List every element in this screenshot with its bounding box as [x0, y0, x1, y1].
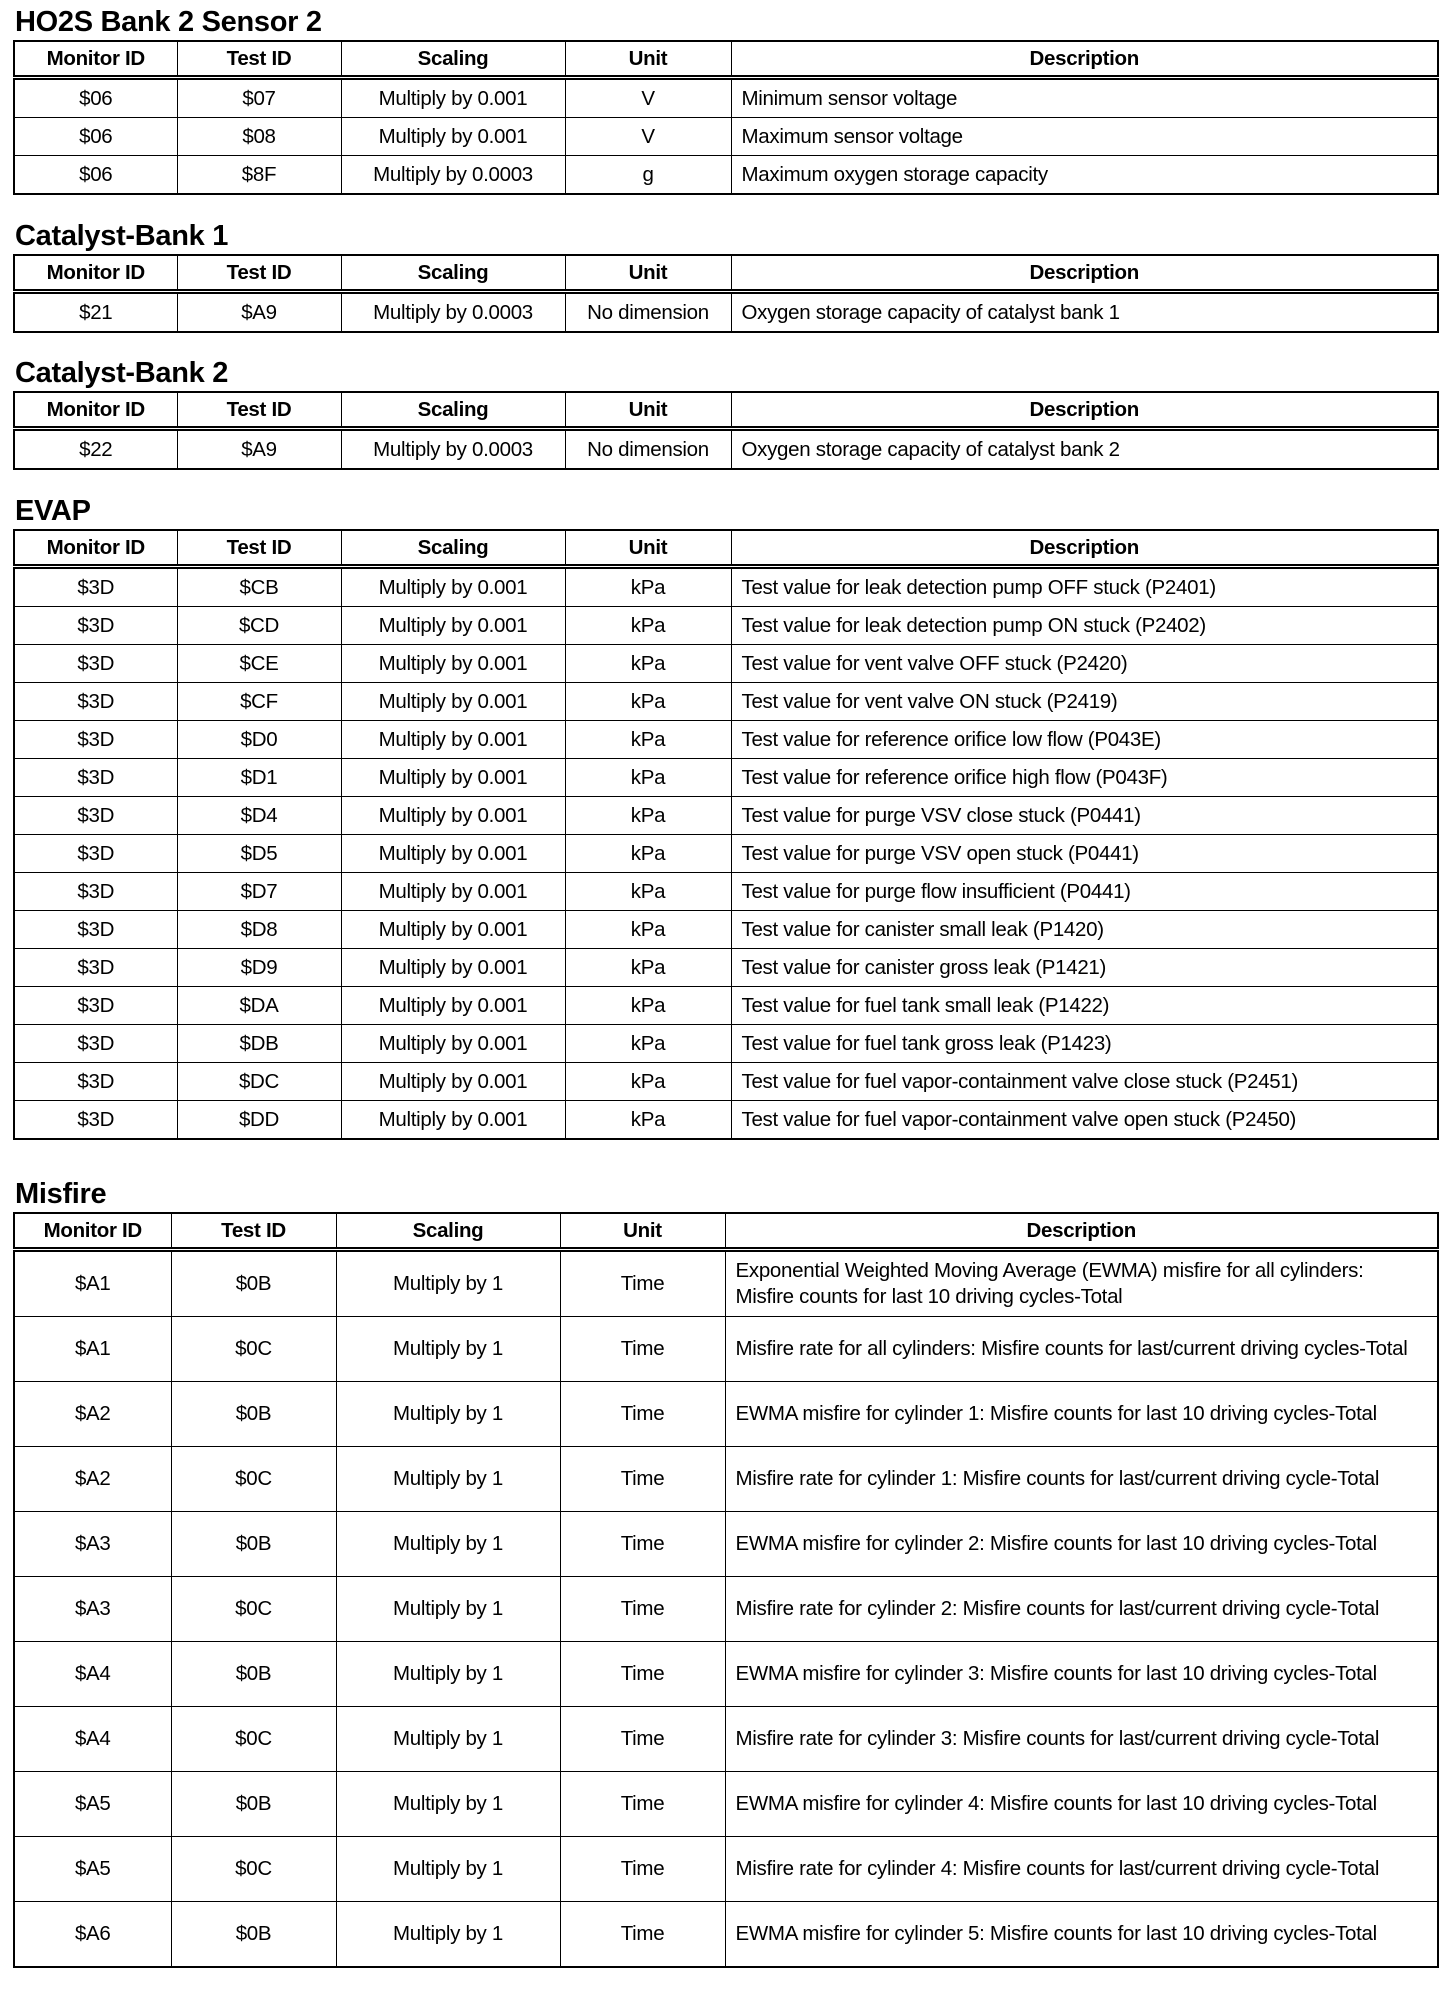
scaling-cell: Multiply by 0.001 — [341, 118, 565, 156]
column-header: Monitor ID — [14, 530, 177, 567]
description-cell: Test value for canister small leak (P1420) — [731, 911, 1438, 949]
column-header: Scaling — [341, 530, 565, 567]
description-cell: Misfire rate for cylinder 3: Misfire counts for last/current driving cycle-Total — [725, 1707, 1438, 1772]
monitor-id-cell: $3D — [14, 1025, 177, 1063]
data-table — [13, 1212, 1439, 1968]
column-header: Test ID — [171, 1213, 336, 1250]
table-row — [14, 156, 1438, 195]
unit-cell: Time — [560, 1317, 725, 1382]
scaling-cell: Multiply by 1 — [336, 1902, 560, 1968]
column-header: Scaling — [341, 41, 565, 78]
scaling-cell: Multiply by 0.001 — [341, 949, 565, 987]
scaling-cell: Multiply by 1 — [336, 1250, 560, 1317]
table-row — [14, 721, 1438, 759]
test-id-cell: $CE — [177, 645, 341, 683]
data-table — [13, 529, 1439, 1140]
test-id-cell: $CB — [177, 567, 341, 607]
scaling-cell: Multiply by 1 — [336, 1382, 560, 1447]
column-header: Monitor ID — [14, 392, 177, 429]
unit-cell: kPa — [565, 607, 731, 645]
section-catalyst-bank-1 — [13, 218, 1437, 333]
monitor-id-cell: $A1 — [14, 1317, 171, 1382]
header-row — [14, 1213, 1438, 1250]
scaling-cell: Multiply by 0.001 — [341, 645, 565, 683]
test-id-cell: $D8 — [177, 911, 341, 949]
column-header: Unit — [565, 392, 731, 429]
table-row — [14, 1063, 1438, 1101]
table-row — [14, 1837, 1438, 1902]
header-row — [14, 255, 1438, 292]
column-header: Monitor ID — [14, 41, 177, 78]
column-header: Description — [731, 255, 1438, 292]
monitor-id-cell: $3D — [14, 567, 177, 607]
description-cell: Maximum sensor voltage — [731, 118, 1438, 156]
table-row — [14, 118, 1438, 156]
table-row — [14, 949, 1438, 987]
column-header: Description — [731, 392, 1438, 429]
monitor-id-cell: $A3 — [14, 1577, 171, 1642]
test-id-cell: $A9 — [177, 429, 341, 470]
unit-cell: kPa — [565, 949, 731, 987]
unit-cell: kPa — [565, 567, 731, 607]
column-header: Test ID — [177, 255, 341, 292]
column-header: Monitor ID — [14, 255, 177, 292]
test-id-cell: $D7 — [177, 873, 341, 911]
unit-cell: kPa — [565, 721, 731, 759]
header-row — [14, 392, 1438, 429]
table-row — [14, 1447, 1438, 1512]
monitor-id-cell: $3D — [14, 797, 177, 835]
test-id-cell: $CD — [177, 607, 341, 645]
scaling-cell: Multiply by 0.0003 — [341, 156, 565, 195]
column-header: Unit — [565, 255, 731, 292]
scaling-cell: Multiply by 0.001 — [341, 1101, 565, 1140]
scaling-cell: Multiply by 0.001 — [341, 873, 565, 911]
header-row — [14, 41, 1438, 78]
unit-cell: kPa — [565, 759, 731, 797]
table-row — [14, 1382, 1438, 1447]
section-evap — [13, 493, 1437, 1140]
description-cell: Oxygen storage capacity of catalyst bank 2 — [731, 429, 1438, 470]
monitor-id-cell: $A2 — [14, 1447, 171, 1512]
scaling-cell: Multiply by 0.001 — [341, 797, 565, 835]
description-cell: Exponential Weighted Moving Average (EWMA) misfire for all cylinders: Misfire counts for last 10 driving cycles-Total — [725, 1250, 1438, 1317]
monitor-id-cell: $3D — [14, 683, 177, 721]
test-id-cell: $08 — [177, 118, 341, 156]
monitor-id-cell: $A4 — [14, 1642, 171, 1707]
monitor-id-cell: $A3 — [14, 1512, 171, 1577]
column-header: Monitor ID — [14, 1213, 171, 1250]
description-cell: Test value for purge VSV close stuck (P0441) — [731, 797, 1438, 835]
monitor-id-cell: $A5 — [14, 1837, 171, 1902]
data-table — [13, 391, 1439, 470]
unit-cell: kPa — [565, 1063, 731, 1101]
description-cell: Misfire rate for all cylinders: Misfire counts for last/current driving cycles-Total — [725, 1317, 1438, 1382]
description-cell: Test value for fuel tank gross leak (P1423) — [731, 1025, 1438, 1063]
unit-cell: kPa — [565, 873, 731, 911]
section-catalyst-bank-2 — [13, 355, 1437, 470]
table-row — [14, 1772, 1438, 1837]
test-id-cell: $D0 — [177, 721, 341, 759]
table-row — [14, 1707, 1438, 1772]
monitor-id-cell: $3D — [14, 987, 177, 1025]
unit-cell: Time — [560, 1772, 725, 1837]
monitor-id-cell: $3D — [14, 873, 177, 911]
table-row — [14, 873, 1438, 911]
scaling-cell: Multiply by 0.001 — [341, 683, 565, 721]
unit-cell: Time — [560, 1250, 725, 1317]
description-cell: Misfire rate for cylinder 2: Misfire counts for last/current driving cycle-Total — [725, 1577, 1438, 1642]
monitor-id-cell: $06 — [14, 78, 177, 118]
monitor-id-cell: $21 — [14, 292, 177, 333]
unit-cell: Time — [560, 1512, 725, 1577]
column-header: Unit — [560, 1213, 725, 1250]
table-row — [14, 567, 1438, 607]
table-row — [14, 1250, 1438, 1317]
description-cell: EWMA misfire for cylinder 1: Misfire counts for last 10 driving cycles-Total — [725, 1382, 1438, 1447]
description-cell: Test value for purge VSV open stuck (P0441) — [731, 835, 1438, 873]
test-id-cell: $D1 — [177, 759, 341, 797]
test-id-cell: $DB — [177, 1025, 341, 1063]
test-id-cell: $07 — [177, 78, 341, 118]
unit-cell: kPa — [565, 1101, 731, 1140]
unit-cell: kPa — [565, 911, 731, 949]
table-row — [14, 1025, 1438, 1063]
description-cell: Test value for vent valve ON stuck (P2419) — [731, 683, 1438, 721]
test-id-cell: $0B — [171, 1642, 336, 1707]
monitor-id-cell: $3D — [14, 645, 177, 683]
test-id-cell: $D4 — [177, 797, 341, 835]
monitor-id-cell: $3D — [14, 759, 177, 797]
table-row — [14, 607, 1438, 645]
unit-cell: No dimension — [565, 429, 731, 470]
description-cell: Test value for fuel vapor-containment valve open stuck (P2450) — [731, 1101, 1438, 1140]
header-row — [14, 530, 1438, 567]
table-row — [14, 1512, 1438, 1577]
test-id-cell: $A9 — [177, 292, 341, 333]
monitor-id-cell: $3D — [14, 607, 177, 645]
scaling-cell: Multiply by 1 — [336, 1512, 560, 1577]
test-id-cell: $0B — [171, 1512, 336, 1577]
column-header: Description — [731, 530, 1438, 567]
description-cell: Test value for leak detection pump ON stuck (P2402) — [731, 607, 1438, 645]
table-row — [14, 1577, 1438, 1642]
scaling-cell: Multiply by 0.001 — [341, 721, 565, 759]
unit-cell: Time — [560, 1447, 725, 1512]
scaling-cell: Multiply by 1 — [336, 1577, 560, 1642]
description-cell: Misfire rate for cylinder 4: Misfire counts for last/current driving cycle-Total — [725, 1837, 1438, 1902]
table-row — [14, 683, 1438, 721]
unit-cell: Time — [560, 1577, 725, 1642]
monitor-id-cell: $3D — [14, 835, 177, 873]
scaling-cell: Multiply by 0.001 — [341, 911, 565, 949]
unit-cell: Time — [560, 1837, 725, 1902]
unit-cell: V — [565, 78, 731, 118]
unit-cell: Time — [560, 1642, 725, 1707]
monitor-id-cell: $3D — [14, 911, 177, 949]
section-misfire — [13, 1176, 1437, 1968]
description-cell: Test value for vent valve OFF stuck (P2420) — [731, 645, 1438, 683]
scaling-cell: Multiply by 1 — [336, 1642, 560, 1707]
unit-cell: g — [565, 156, 731, 195]
test-id-cell: $DC — [177, 1063, 341, 1101]
description-cell: Maximum oxygen storage capacity — [731, 156, 1438, 195]
test-id-cell: $D9 — [177, 949, 341, 987]
table-row — [14, 797, 1438, 835]
description-cell: EWMA misfire for cylinder 4: Misfire counts for last 10 driving cycles-Total — [725, 1772, 1438, 1837]
scaling-cell: Multiply by 1 — [336, 1707, 560, 1772]
test-id-cell: $CF — [177, 683, 341, 721]
column-header: Unit — [565, 41, 731, 78]
test-id-cell: $0C — [171, 1317, 336, 1382]
monitor-id-cell: $A1 — [14, 1250, 171, 1317]
description-cell: Misfire rate for cylinder 1: Misfire counts for last/current driving cycle-Total — [725, 1447, 1438, 1512]
scaling-cell: Multiply by 0.001 — [341, 78, 565, 118]
scaling-cell: Multiply by 0.0003 — [341, 292, 565, 333]
description-cell: EWMA misfire for cylinder 3: Misfire counts for last 10 driving cycles-Total — [725, 1642, 1438, 1707]
monitor-id-cell: $06 — [14, 156, 177, 195]
section-title: HO2S Bank 2 Sensor 2 — [15, 6, 322, 38]
table-row — [14, 1642, 1438, 1707]
table-row — [14, 1101, 1438, 1140]
table-row — [14, 292, 1438, 333]
test-id-cell: $0B — [171, 1382, 336, 1447]
monitor-id-cell: $3D — [14, 1101, 177, 1140]
test-id-cell: $0B — [171, 1250, 336, 1317]
test-id-cell: $0B — [171, 1772, 336, 1837]
unit-cell: kPa — [565, 1025, 731, 1063]
table-row — [14, 1902, 1438, 1968]
scaling-cell: Multiply by 0.001 — [341, 759, 565, 797]
column-header: Scaling — [341, 255, 565, 292]
unit-cell: kPa — [565, 683, 731, 721]
section-title: Catalyst-Bank 1 — [15, 220, 229, 252]
table-row — [14, 429, 1438, 470]
description-cell: Test value for fuel tank small leak (P1422) — [731, 987, 1438, 1025]
table-row — [14, 1317, 1438, 1382]
column-header: Description — [731, 41, 1438, 78]
section-title: Misfire — [15, 1178, 107, 1210]
description-cell: Test value for fuel vapor-containment valve close stuck (P2451) — [731, 1063, 1438, 1101]
scaling-cell: Multiply by 0.001 — [341, 835, 565, 873]
table-row — [14, 645, 1438, 683]
description-cell: Test value for canister gross leak (P1421) — [731, 949, 1438, 987]
table-row — [14, 987, 1438, 1025]
scaling-cell: Multiply by 0.001 — [341, 607, 565, 645]
scaling-cell: Multiply by 1 — [336, 1772, 560, 1837]
description-cell: EWMA misfire for cylinder 5: Misfire counts for last 10 driving cycles-Total — [725, 1902, 1438, 1968]
unit-cell: kPa — [565, 645, 731, 683]
data-table — [13, 254, 1439, 333]
test-id-cell: $0C — [171, 1447, 336, 1512]
description-cell: Test value for purge flow insufficient (P0441) — [731, 873, 1438, 911]
scaling-cell: Multiply by 0.001 — [341, 987, 565, 1025]
column-header: Test ID — [177, 530, 341, 567]
test-id-cell: $0C — [171, 1837, 336, 1902]
column-header: Description — [725, 1213, 1438, 1250]
unit-cell: kPa — [565, 797, 731, 835]
unit-cell: Time — [560, 1382, 725, 1447]
monitor-id-cell: $3D — [14, 949, 177, 987]
scaling-cell: Multiply by 1 — [336, 1837, 560, 1902]
column-header: Test ID — [177, 41, 341, 78]
description-cell: Minimum sensor voltage — [731, 78, 1438, 118]
section-title: EVAP — [15, 495, 91, 527]
description-cell: Test value for reference orifice high flow (P043F) — [731, 759, 1438, 797]
test-id-cell: $DA — [177, 987, 341, 1025]
test-id-cell: $0C — [171, 1707, 336, 1772]
table-row — [14, 835, 1438, 873]
test-id-cell: $0C — [171, 1577, 336, 1642]
test-id-cell: $D5 — [177, 835, 341, 873]
description-cell: EWMA misfire for cylinder 2: Misfire counts for last 10 driving cycles-Total — [725, 1512, 1438, 1577]
scaling-cell: Multiply by 0.001 — [341, 1063, 565, 1101]
unit-cell: kPa — [565, 987, 731, 1025]
monitor-id-cell: $3D — [14, 1063, 177, 1101]
scaling-cell: Multiply by 1 — [336, 1447, 560, 1512]
data-table — [13, 40, 1439, 195]
monitor-id-cell: $06 — [14, 118, 177, 156]
table-row — [14, 911, 1438, 949]
monitor-id-cell: $22 — [14, 429, 177, 470]
column-header: Test ID — [177, 392, 341, 429]
monitor-id-cell: $A2 — [14, 1382, 171, 1447]
scaling-cell: Multiply by 0.001 — [341, 1025, 565, 1063]
test-id-cell: $DD — [177, 1101, 341, 1140]
scaling-cell: Multiply by 0.0003 — [341, 429, 565, 470]
scaling-cell: Multiply by 0.001 — [341, 567, 565, 607]
column-header: Scaling — [336, 1213, 560, 1250]
test-id-cell: $8F — [177, 156, 341, 195]
monitor-id-cell: $A4 — [14, 1707, 171, 1772]
unit-cell: Time — [560, 1902, 725, 1968]
section-title: Catalyst-Bank 2 — [15, 357, 229, 389]
monitor-id-cell: $A6 — [14, 1902, 171, 1968]
description-cell: Oxygen storage capacity of catalyst bank 1 — [731, 292, 1438, 333]
description-cell: Test value for reference orifice low flow (P043E) — [731, 721, 1438, 759]
unit-cell: V — [565, 118, 731, 156]
unit-cell: Time — [560, 1707, 725, 1772]
scaling-cell: Multiply by 1 — [336, 1317, 560, 1382]
description-cell: Test value for leak detection pump OFF stuck (P2401) — [731, 567, 1438, 607]
unit-cell: kPa — [565, 835, 731, 873]
unit-cell: No dimension — [565, 292, 731, 333]
monitor-id-cell: $A5 — [14, 1772, 171, 1837]
section-ho2s — [13, 4, 1437, 195]
table-row — [14, 78, 1438, 118]
column-header: Scaling — [341, 392, 565, 429]
column-header: Unit — [565, 530, 731, 567]
monitor-id-cell: $3D — [14, 721, 177, 759]
table-row — [14, 759, 1438, 797]
test-id-cell: $0B — [171, 1902, 336, 1968]
